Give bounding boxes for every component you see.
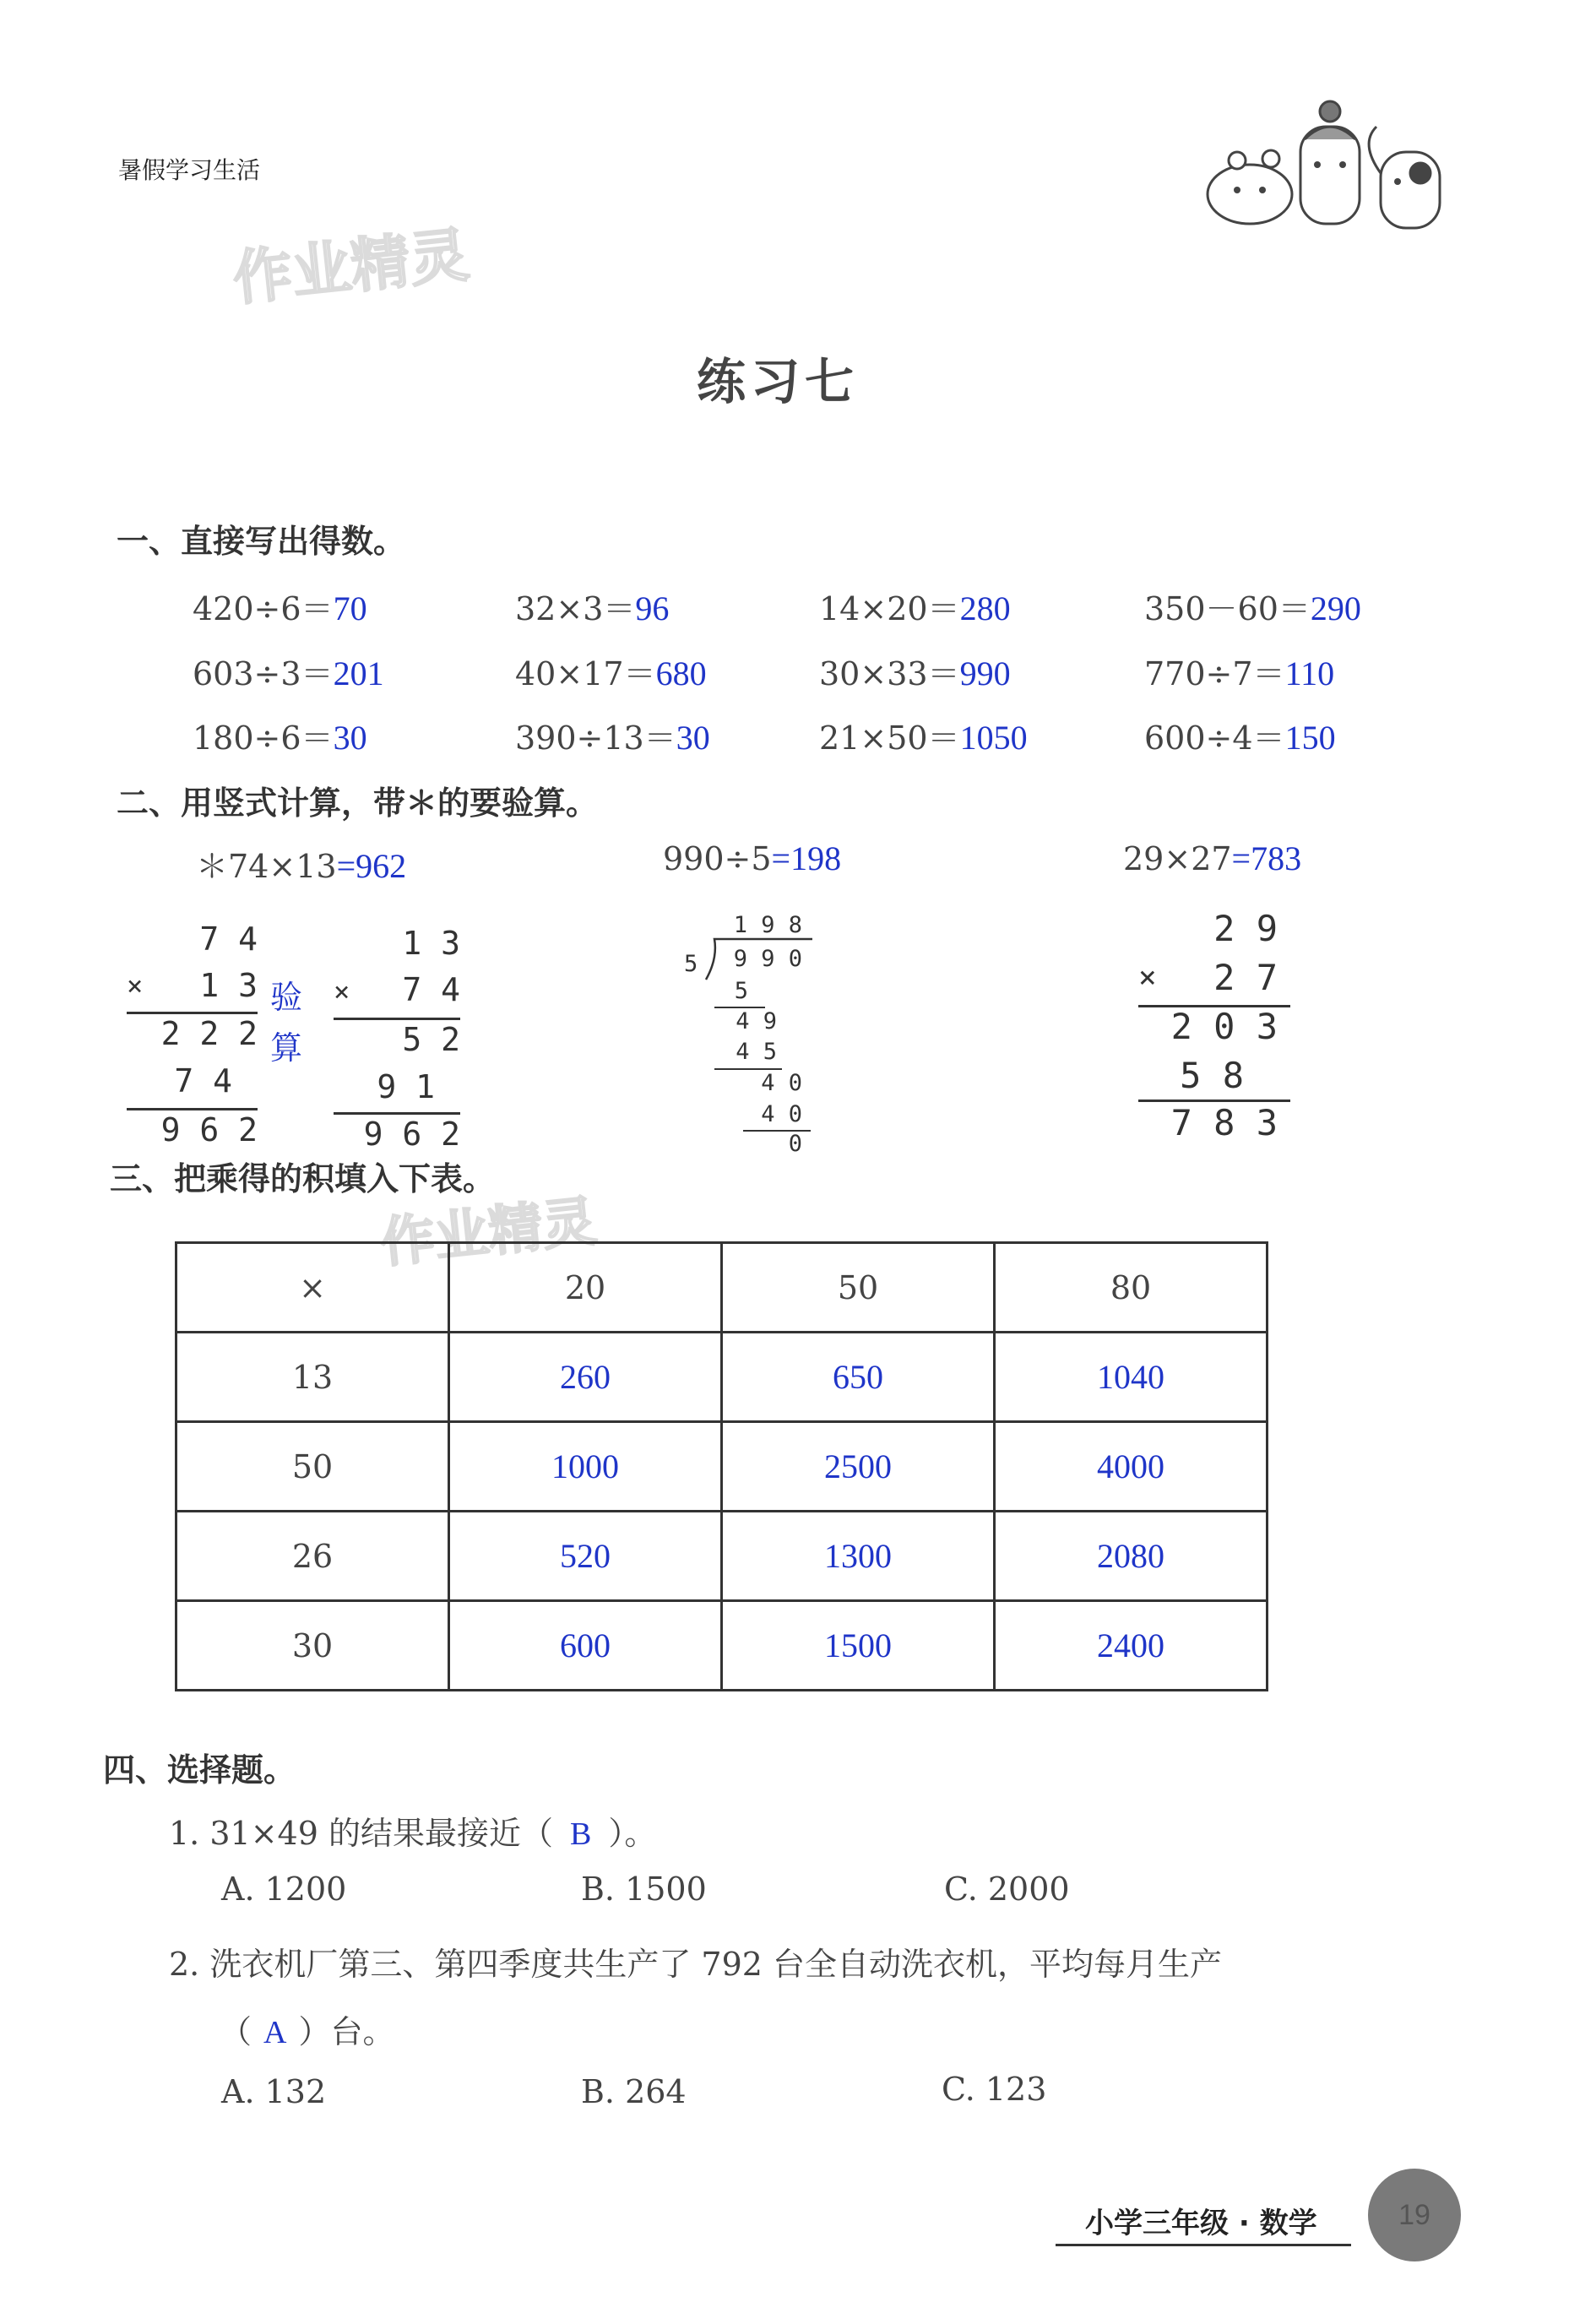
table-cell: 2500 <box>722 1422 995 1512</box>
option: B. 1500 <box>581 1870 707 1908</box>
row-header: 50 <box>176 1422 449 1512</box>
row-header: 26 <box>176 1512 449 1601</box>
table-cell: 260 <box>449 1333 722 1422</box>
question-2-blank: （ A ）台。 <box>220 2013 395 2050</box>
equation: 350－60＝290 <box>1144 589 1361 627</box>
question-2: 2. 洗衣机厂第三、第四季度共生产了 792 台全自动洗衣机，平均每月生产 <box>169 1946 1223 1983</box>
table-row <box>176 1422 1268 1512</box>
equation: 420÷6＝70 <box>193 589 367 627</box>
book-title: 暑假学习生活 <box>118 156 261 184</box>
equation: 21×50＝1050 <box>819 719 1028 757</box>
table-cell: 1300 <box>722 1512 995 1601</box>
long-division: 1 9 8 5 9 9 0 5 4 9 4 5 4 0 4 0 0 <box>684 912 811 1153</box>
table-corner: × <box>176 1243 449 1333</box>
problem: ＊74×13=962 <box>196 847 407 885</box>
table-row <box>176 1512 1268 1601</box>
table-row <box>176 1601 1268 1691</box>
equation: 14×20＝280 <box>819 589 1011 627</box>
problem: 990÷5=198 <box>663 839 842 877</box>
equation: 600÷4＝150 <box>1144 719 1336 757</box>
table-row <box>176 1333 1268 1422</box>
section1-heading: 一、直接写出得数。 <box>117 523 406 560</box>
section3-heading: 三、把乘得的积填入下表。 <box>110 1160 496 1197</box>
table-cell: 4000 <box>995 1422 1268 1512</box>
watermark: 作业精灵 <box>377 1190 600 1276</box>
section4-heading: 四、选择题。 <box>103 1751 296 1789</box>
option: B. 264 <box>581 2073 687 2110</box>
equation: 770÷7＝110 <box>1144 654 1335 692</box>
option: C. 123 <box>942 2071 1047 2108</box>
option: C. 2000 <box>944 1870 1070 1908</box>
footer-divider <box>1056 2244 1351 2246</box>
cats-illustration-icon <box>1199 93 1486 236</box>
equation: 603÷3＝201 <box>193 654 384 692</box>
equation: 30×33＝990 <box>819 654 1011 692</box>
page-number: 19 <box>1368 2169 1461 2261</box>
equation: 40×17＝680 <box>515 654 707 692</box>
table-cell: 520 <box>449 1512 722 1601</box>
table-header-row <box>176 1243 1268 1333</box>
watermark: 作业精灵 <box>230 220 473 314</box>
verify-label: 算 <box>270 1029 303 1067</box>
verification-multiplication: 1 3 × 7 4 5 2 9 1 9 6 2 <box>334 925 460 1153</box>
equation: 390÷13＝30 <box>515 719 710 757</box>
table-cell: 650 <box>722 1333 995 1422</box>
option: A. 1200 <box>221 1870 347 1908</box>
equation: 180÷6＝30 <box>193 719 367 757</box>
table-cell: 2400 <box>995 1601 1268 1691</box>
row-header: 30 <box>176 1601 449 1691</box>
verify-label: 验 <box>270 979 303 1016</box>
page-title: 练习七 <box>697 353 860 410</box>
column-header: 50 <box>722 1243 995 1333</box>
table-cell: 2080 <box>995 1512 1268 1601</box>
table-cell: 1040 <box>995 1333 1268 1422</box>
vertical-multiplication: 7 4 × 1 3 2 2 2 7 4 9 6 2 <box>127 920 258 1148</box>
option: A. 132 <box>221 2073 327 2110</box>
equation: 32×3＝96 <box>515 589 670 627</box>
grade-subject: 小学三年级 · 数学 <box>1085 2207 1317 2240</box>
row-header: 13 <box>176 1333 449 1422</box>
table-cell: 600 <box>449 1601 722 1691</box>
vertical-multiplication: 2 9 × 2 7 2 0 3 5 8 7 8 3 <box>1138 908 1290 1148</box>
question-1: 1. 31×49 的结果最接近（ B ）。 <box>169 1815 657 1852</box>
table-cell: 1000 <box>449 1422 722 1512</box>
column-header: 80 <box>995 1243 1268 1333</box>
column-header: 20 <box>449 1243 722 1333</box>
table-cell: 1500 <box>722 1601 995 1691</box>
problem: 29×27=783 <box>1123 839 1302 877</box>
product-table <box>175 1241 1268 1691</box>
section2-heading: 二、用竖式计算，带＊的要验算。 <box>117 785 599 822</box>
